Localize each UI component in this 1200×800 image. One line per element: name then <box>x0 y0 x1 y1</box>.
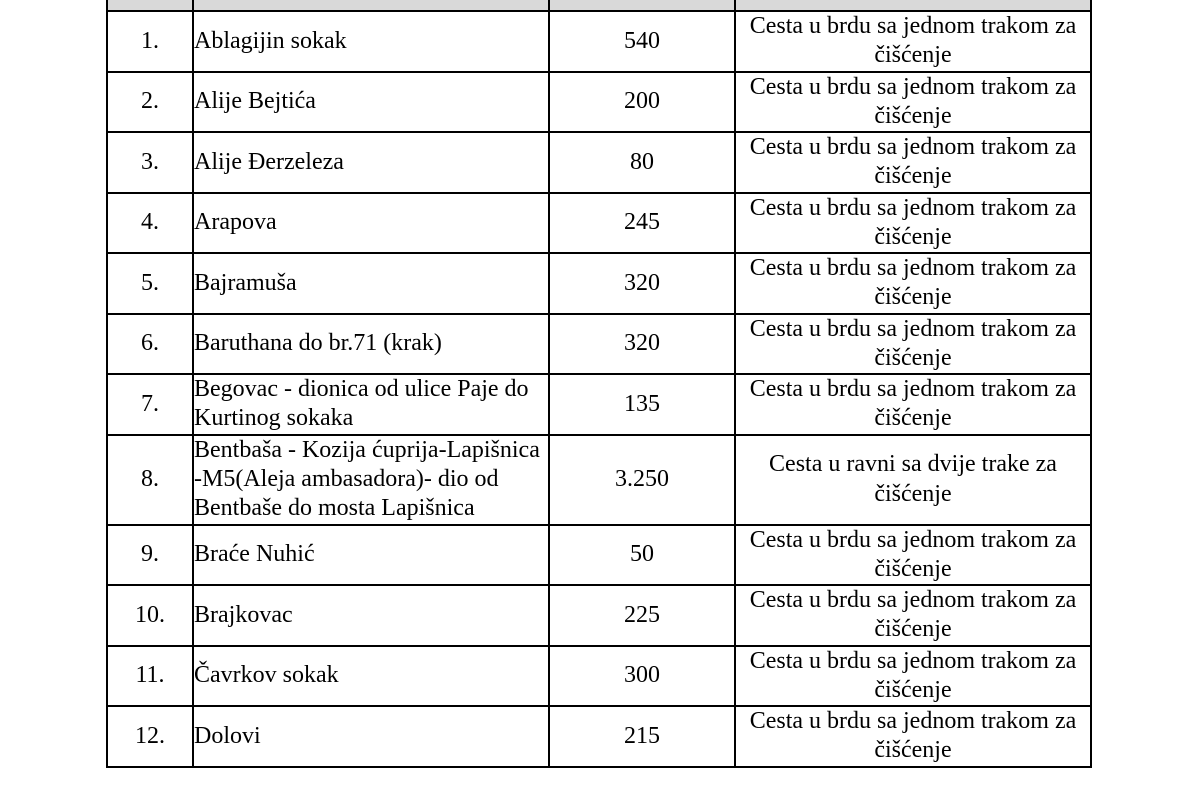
table-header <box>107 0 1091 11</box>
cell-length: 215 <box>549 706 735 767</box>
header-cell-name <box>193 0 549 11</box>
cell-row-number: 9. <box>107 525 193 586</box>
table-row <box>107 193 1091 254</box>
header-cell-number <box>107 0 193 11</box>
cell-row-number: 2. <box>107 72 193 133</box>
cell-length: 50 <box>549 525 735 586</box>
table-row <box>107 132 1091 193</box>
cell-row-number: 6. <box>107 314 193 375</box>
cell-street-name: Bajramuša <box>193 253 549 314</box>
cell-road-type: Cesta u brdu sa jednom trakom za čišćenje <box>735 314 1091 375</box>
cell-road-type: Cesta u brdu sa jednom trakom za čišćenje <box>735 525 1091 586</box>
table-row <box>107 314 1091 375</box>
cell-street-name: Alije Đerzeleza <box>193 132 549 193</box>
table-row <box>107 72 1091 133</box>
cell-road-type: Cesta u brdu sa jednom trakom za čišćenje <box>735 374 1091 435</box>
cell-row-number: 7. <box>107 374 193 435</box>
cell-road-type: Cesta u brdu sa jednom trakom za čišćenje <box>735 11 1091 72</box>
cell-row-number: 4. <box>107 193 193 254</box>
cell-row-number: 5. <box>107 253 193 314</box>
cell-street-name: Ablagijin sokak <box>193 11 549 72</box>
cell-street-name: Čavrkov sokak <box>193 646 549 707</box>
header-cell-length <box>549 0 735 11</box>
road-list-table <box>106 0 1092 768</box>
cell-road-type: Cesta u brdu sa jednom trakom za čišćenje <box>735 585 1091 646</box>
cell-street-name: Baruthana do br.71 (krak) <box>193 314 549 375</box>
cell-road-type: Cesta u brdu sa jednom trakom za čišćenje <box>735 253 1091 314</box>
cell-road-type: Cesta u brdu sa jednom trakom za čišćenje <box>735 132 1091 193</box>
table-header-row <box>107 0 1091 11</box>
cell-street-name: Arapova <box>193 193 549 254</box>
table-container <box>106 0 1090 768</box>
cell-street-name: Braće Nuhić <box>193 525 549 586</box>
cell-length: 320 <box>549 314 735 375</box>
cell-length: 300 <box>549 646 735 707</box>
table-row <box>107 585 1091 646</box>
cell-row-number: 11. <box>107 646 193 707</box>
cell-length: 200 <box>549 72 735 133</box>
table-row <box>107 11 1091 72</box>
table-row <box>107 706 1091 767</box>
table-row <box>107 646 1091 707</box>
cell-length: 540 <box>549 11 735 72</box>
cell-length: 135 <box>549 374 735 435</box>
table-row <box>107 374 1091 435</box>
cell-road-type: Cesta u ravni sa dvije trake za čišćenje <box>735 435 1091 525</box>
cell-street-name: Brajkovac <box>193 585 549 646</box>
cell-row-number: 1. <box>107 11 193 72</box>
table-row <box>107 253 1091 314</box>
cell-road-type: Cesta u brdu sa jednom trakom za čišćenje <box>735 706 1091 767</box>
cell-road-type: Cesta u brdu sa jednom trakom za čišćenje <box>735 193 1091 254</box>
cell-row-number: 3. <box>107 132 193 193</box>
cell-row-number: 10. <box>107 585 193 646</box>
cell-street-name: Alije Bejtića <box>193 72 549 133</box>
cell-street-name: Bentbaša - Kozija ćuprija-Lapišnica -M5(Aleja ambasadora)- dio od Bentbaše do mosta Lapišnica <box>193 435 549 525</box>
cell-street-name: Begovac - dionica od ulice Paje do Kurtinog sokaka <box>193 374 549 435</box>
table-body <box>107 11 1091 767</box>
cell-road-type: Cesta u brdu sa jednom trakom za čišćenje <box>735 72 1091 133</box>
cell-length: 3.250 <box>549 435 735 525</box>
cell-length: 80 <box>549 132 735 193</box>
cell-length: 245 <box>549 193 735 254</box>
header-cell-type <box>735 0 1091 11</box>
cell-length: 225 <box>549 585 735 646</box>
table-row <box>107 435 1091 525</box>
cell-road-type: Cesta u brdu sa jednom trakom za čišćenje <box>735 646 1091 707</box>
cell-row-number: 8. <box>107 435 193 525</box>
table-row <box>107 525 1091 586</box>
cell-row-number: 12. <box>107 706 193 767</box>
cell-street-name: Dolovi <box>193 706 549 767</box>
cell-length: 320 <box>549 253 735 314</box>
